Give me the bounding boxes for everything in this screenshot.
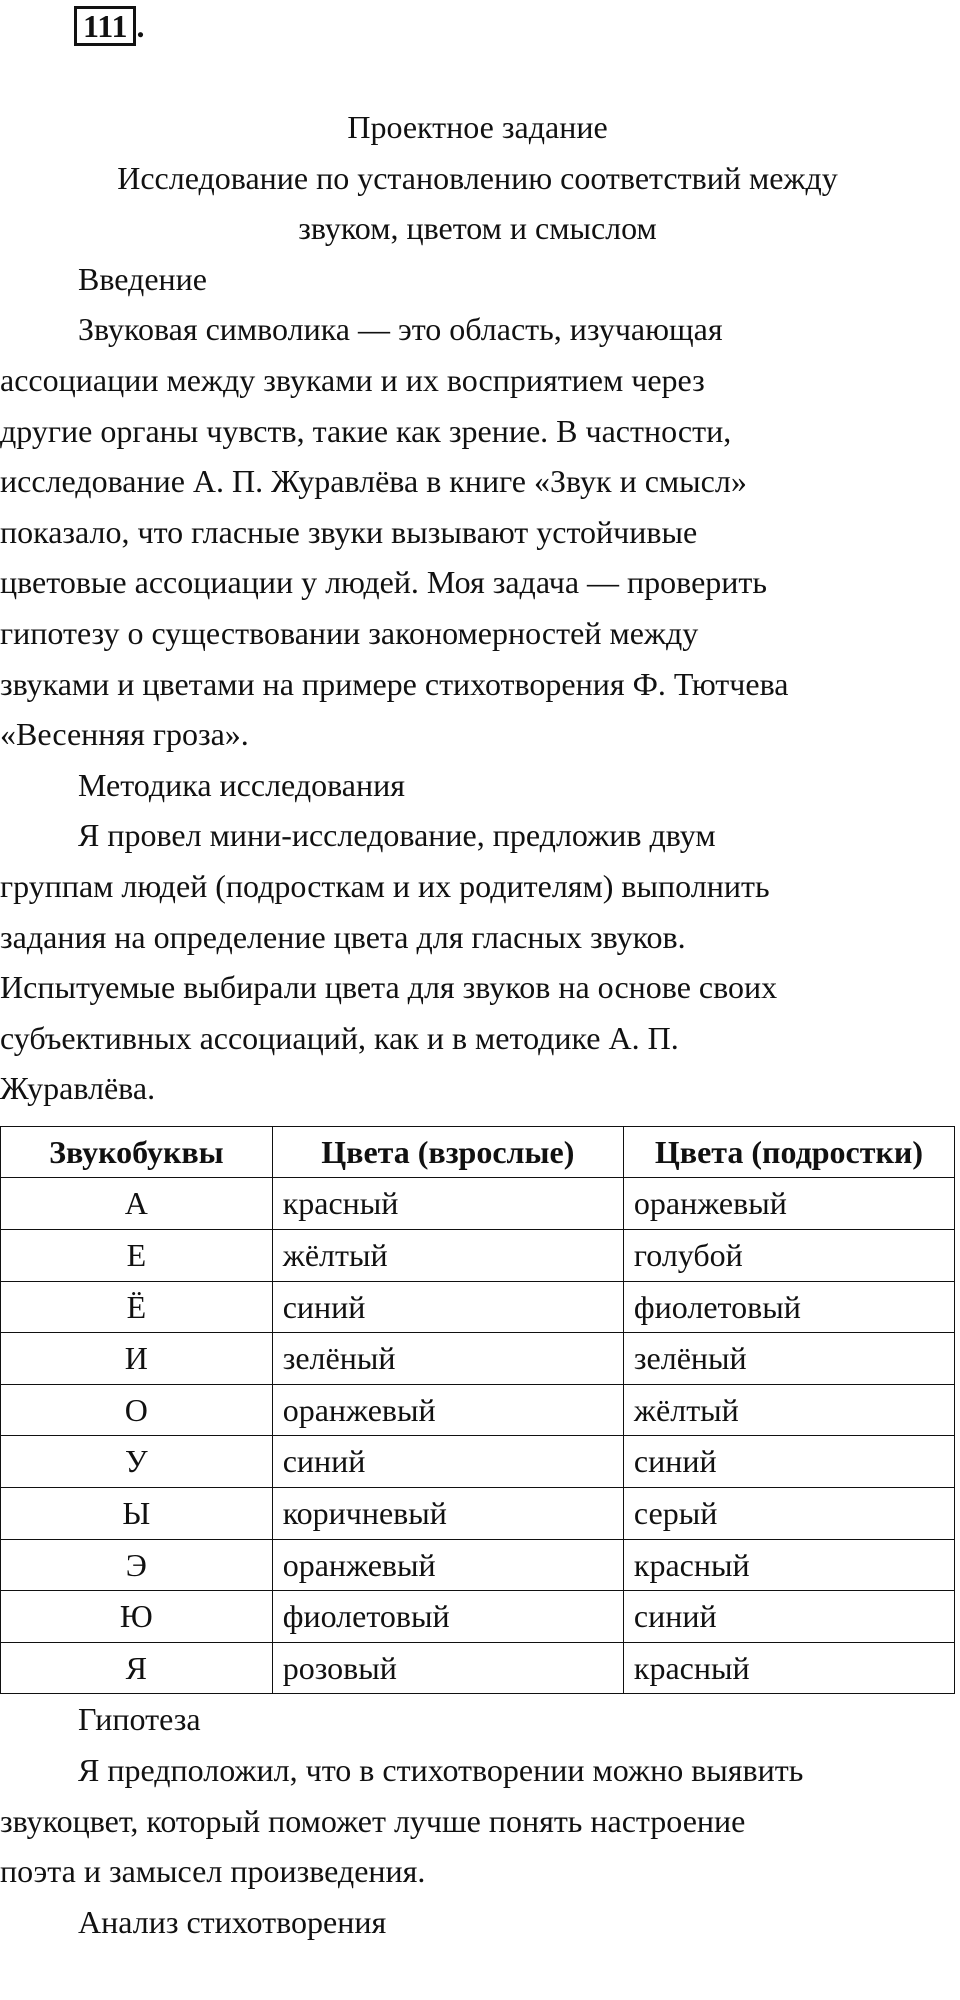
- intro-line: «Весенняя гроза».: [0, 716, 249, 753]
- method-paragraph: [0, 810, 955, 1114]
- method-line: субъективных ассоциаций, как и в методике А. П.: [0, 1019, 679, 1056]
- task-number-suffix: .: [136, 8, 145, 44]
- cell-sound: Э: [1, 1539, 273, 1591]
- intro-heading: Введение: [78, 260, 207, 297]
- intro-line: исследование А. П. Журавлёва в книге «Звук и смысл»: [0, 463, 747, 500]
- table-row: [1, 1230, 955, 1282]
- cell-teens: голубой: [623, 1230, 954, 1282]
- method-line: задания на определение цвета для гласных звуков.: [0, 918, 686, 955]
- method-heading: Методика исследования: [78, 766, 405, 803]
- table-row: [1, 1384, 955, 1436]
- intro-paragraph: [0, 304, 955, 759]
- cell-teens: синий: [623, 1436, 954, 1488]
- cell-teens: серый: [623, 1488, 954, 1540]
- table-header-row: [1, 1126, 955, 1178]
- intro-line: Звуковая символика — это область, изучающая: [78, 311, 723, 348]
- cell-sound: Е: [1, 1230, 273, 1282]
- cell-sound: И: [1, 1333, 273, 1385]
- analysis-heading: Анализ стихотворения: [78, 1903, 387, 1940]
- cell-teens: красный: [623, 1642, 954, 1694]
- cell-adults: фиолетовый: [272, 1591, 623, 1643]
- intro-line: ассоциации между звуками и их восприятием через: [0, 361, 705, 398]
- table-row: [1, 1591, 955, 1643]
- cell-adults: оранжевый: [272, 1384, 623, 1436]
- cell-sound: Ы: [1, 1488, 273, 1540]
- cell-teens: синий: [623, 1591, 954, 1643]
- task-number: [74, 6, 144, 46]
- intro-line: звуками и цветами на примере стихотворения Ф. Тютчева: [0, 665, 789, 702]
- hypothesis-line: поэта и замысел произведения.: [0, 1853, 426, 1890]
- hypothesis-paragraph: [0, 1745, 955, 1897]
- sound-color-table: [0, 1126, 955, 1695]
- title-line-1: Проектное задание: [347, 109, 608, 145]
- cell-sound: У: [1, 1436, 273, 1488]
- title-line-2: Исследование по установлению соответствий между: [117, 159, 838, 196]
- cell-teens: оранжевый: [623, 1178, 954, 1230]
- cell-teens: фиолетовый: [623, 1281, 954, 1333]
- cell-teens: зелёный: [623, 1333, 954, 1385]
- hypothesis-line: Я предположил, что в стихотворении можно выявить: [78, 1752, 804, 1788]
- intro-line: показало, что гласные звуки вызывают устойчивые: [0, 513, 698, 550]
- method-line: группам людей (подросткам и их родителям) выполнить: [0, 867, 770, 904]
- cell-adults: синий: [272, 1281, 623, 1333]
- cell-sound: А: [1, 1178, 273, 1230]
- cell-teens: жёлтый: [623, 1384, 954, 1436]
- table-row: [1, 1488, 955, 1540]
- cell-sound: Ю: [1, 1591, 273, 1643]
- header-sounds: Звукобуквы: [1, 1126, 273, 1178]
- table-row: [1, 1281, 955, 1333]
- cell-adults: коричневый: [272, 1488, 623, 1540]
- document-body: [0, 102, 955, 1947]
- cell-adults: жёлтый: [272, 1230, 623, 1282]
- table-row: [1, 1333, 955, 1385]
- header-adults: Цвета (взрослые): [272, 1126, 623, 1178]
- cell-adults: розовый: [272, 1642, 623, 1694]
- task-number-box: 111: [74, 6, 136, 46]
- hypothesis-line: звукоцвет, который поможет лучше понять настроение: [0, 1802, 746, 1839]
- cell-sound: Ё: [1, 1281, 273, 1333]
- cell-adults: красный: [272, 1178, 623, 1230]
- title-line-3: звуком, цветом и смыслом: [298, 210, 657, 247]
- cell-adults: синий: [272, 1436, 623, 1488]
- method-line: Я провел мини-исследование, предложив двум: [78, 817, 716, 854]
- method-line: Испытуемые выбирали цвета для звуков на основе своих: [0, 969, 778, 1006]
- cell-sound: Я: [1, 1642, 273, 1694]
- cell-adults: зелёный: [272, 1333, 623, 1385]
- intro-line: цветовые ассоциации у людей. Моя задача — проверить: [0, 564, 767, 601]
- intro-line: другие органы чувств, такие как зрение. В частности,: [0, 412, 732, 449]
- table-row: [1, 1436, 955, 1488]
- table-row: [1, 1642, 955, 1694]
- cell-adults: оранжевый: [272, 1539, 623, 1591]
- intro-line: гипотезу о существовании закономерностей между: [0, 614, 699, 651]
- cell-teens: красный: [623, 1539, 954, 1591]
- cell-sound: О: [1, 1384, 273, 1436]
- table-row: [1, 1539, 955, 1591]
- header-teens: Цвета (подростки): [623, 1126, 954, 1178]
- hypothesis-heading: Гипотеза: [78, 1701, 201, 1738]
- table-row: [1, 1178, 955, 1230]
- method-line: Журавлёва.: [0, 1070, 156, 1107]
